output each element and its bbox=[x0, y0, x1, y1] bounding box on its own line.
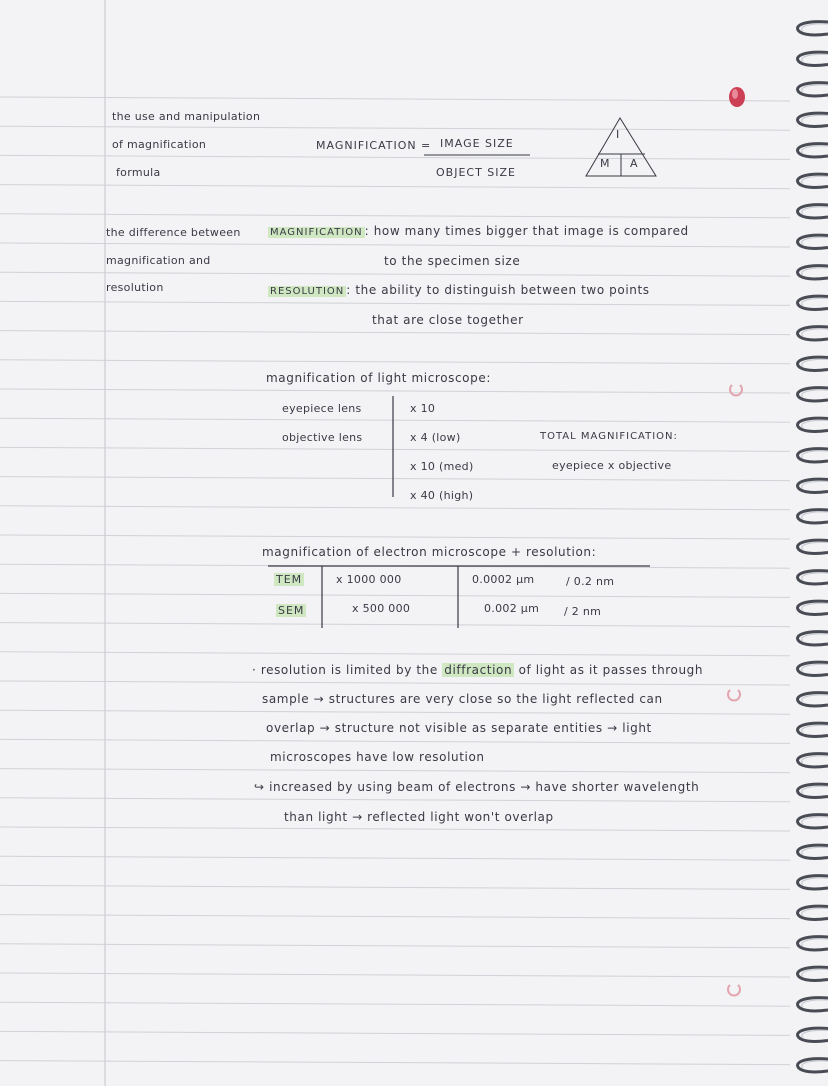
total-magnification-formula: eyepiece x objective bbox=[552, 459, 672, 472]
electron-heading: magnification of electron microscope + resolution: bbox=[262, 545, 597, 559]
tem-label: TEM bbox=[276, 573, 303, 586]
topic1-line3: formula bbox=[116, 166, 161, 179]
light-heading: magnification of light microscope: bbox=[266, 371, 491, 385]
note-line-1a: · resolution is limited by the bbox=[252, 663, 443, 677]
note-line-5: ↪ increased by using beam of electrons → have shorter wavelength bbox=[254, 780, 700, 794]
tem-resolution-um: 0.0002 µm bbox=[472, 573, 535, 586]
magnification-term: MAGNIFICATION bbox=[270, 227, 363, 238]
note-line-1 bbox=[252, 663, 703, 677]
topic1-line2: of magnification bbox=[112, 138, 207, 151]
formula-denominator: OBJECT SIZE bbox=[436, 166, 517, 179]
formula-lhs: MAGNIFICATION bbox=[316, 139, 417, 152]
objective-value-high: x 40 (high) bbox=[410, 489, 474, 502]
sem-magnification: x 500 000 bbox=[352, 602, 411, 615]
triangle-right-label: A bbox=[630, 157, 638, 170]
sem-resolution-um: 0.002 µm bbox=[484, 602, 540, 615]
topic1-line1: the use and manipulation bbox=[112, 110, 261, 123]
objective-label: objective lens bbox=[282, 431, 363, 444]
resolution-text-2: that are close together bbox=[372, 313, 524, 327]
sem-resolution-nm: / 2 nm bbox=[564, 605, 602, 618]
topic2-line2: magnification and bbox=[106, 254, 211, 267]
note-line-3: overlap → structure not visible as separate entities → light bbox=[266, 721, 652, 735]
tem-resolution-nm: / 0.2 nm bbox=[566, 575, 615, 588]
sem-label: SEM bbox=[278, 604, 305, 617]
triangle-top-label: I bbox=[616, 128, 620, 141]
magnification-text-1: : how many times bigger that image is compared bbox=[364, 224, 689, 238]
formula-eq: = bbox=[421, 139, 432, 152]
resolution-term: RESOLUTION bbox=[270, 286, 345, 297]
note-line-4: microscopes have low resolution bbox=[270, 750, 485, 764]
tem-magnification: x 1000 000 bbox=[336, 573, 402, 586]
magnification-definition bbox=[268, 224, 689, 238]
eyepiece-label: eyepiece lens bbox=[282, 402, 362, 415]
topic2-line1: the difference between bbox=[106, 226, 241, 239]
triangle-left-label: M bbox=[600, 157, 610, 170]
resolution-text-1: : the ability to distinguish between two points bbox=[346, 283, 650, 297]
resolution-definition bbox=[268, 283, 650, 297]
magnification-text-2: to the specimen size bbox=[384, 254, 521, 268]
objective-value-low: x 4 (low) bbox=[410, 431, 461, 444]
topic2-line3: resolution bbox=[106, 281, 164, 294]
note-line-1b: of light as it passes through bbox=[514, 663, 704, 677]
note-line-6: than light → reflected light won't overlap bbox=[284, 810, 554, 824]
formula-numerator: IMAGE SIZE bbox=[440, 137, 514, 150]
sticker-dot bbox=[729, 87, 745, 107]
objective-value-med: x 10 (med) bbox=[410, 460, 474, 473]
total-magnification-label: TOTAL MAGNIFICATION: bbox=[540, 431, 678, 442]
eyepiece-value: x 10 bbox=[410, 402, 436, 415]
diffraction-highlight: diffraction bbox=[444, 663, 513, 677]
note-line-2: sample → structures are very close so the light reflected can bbox=[262, 692, 663, 706]
